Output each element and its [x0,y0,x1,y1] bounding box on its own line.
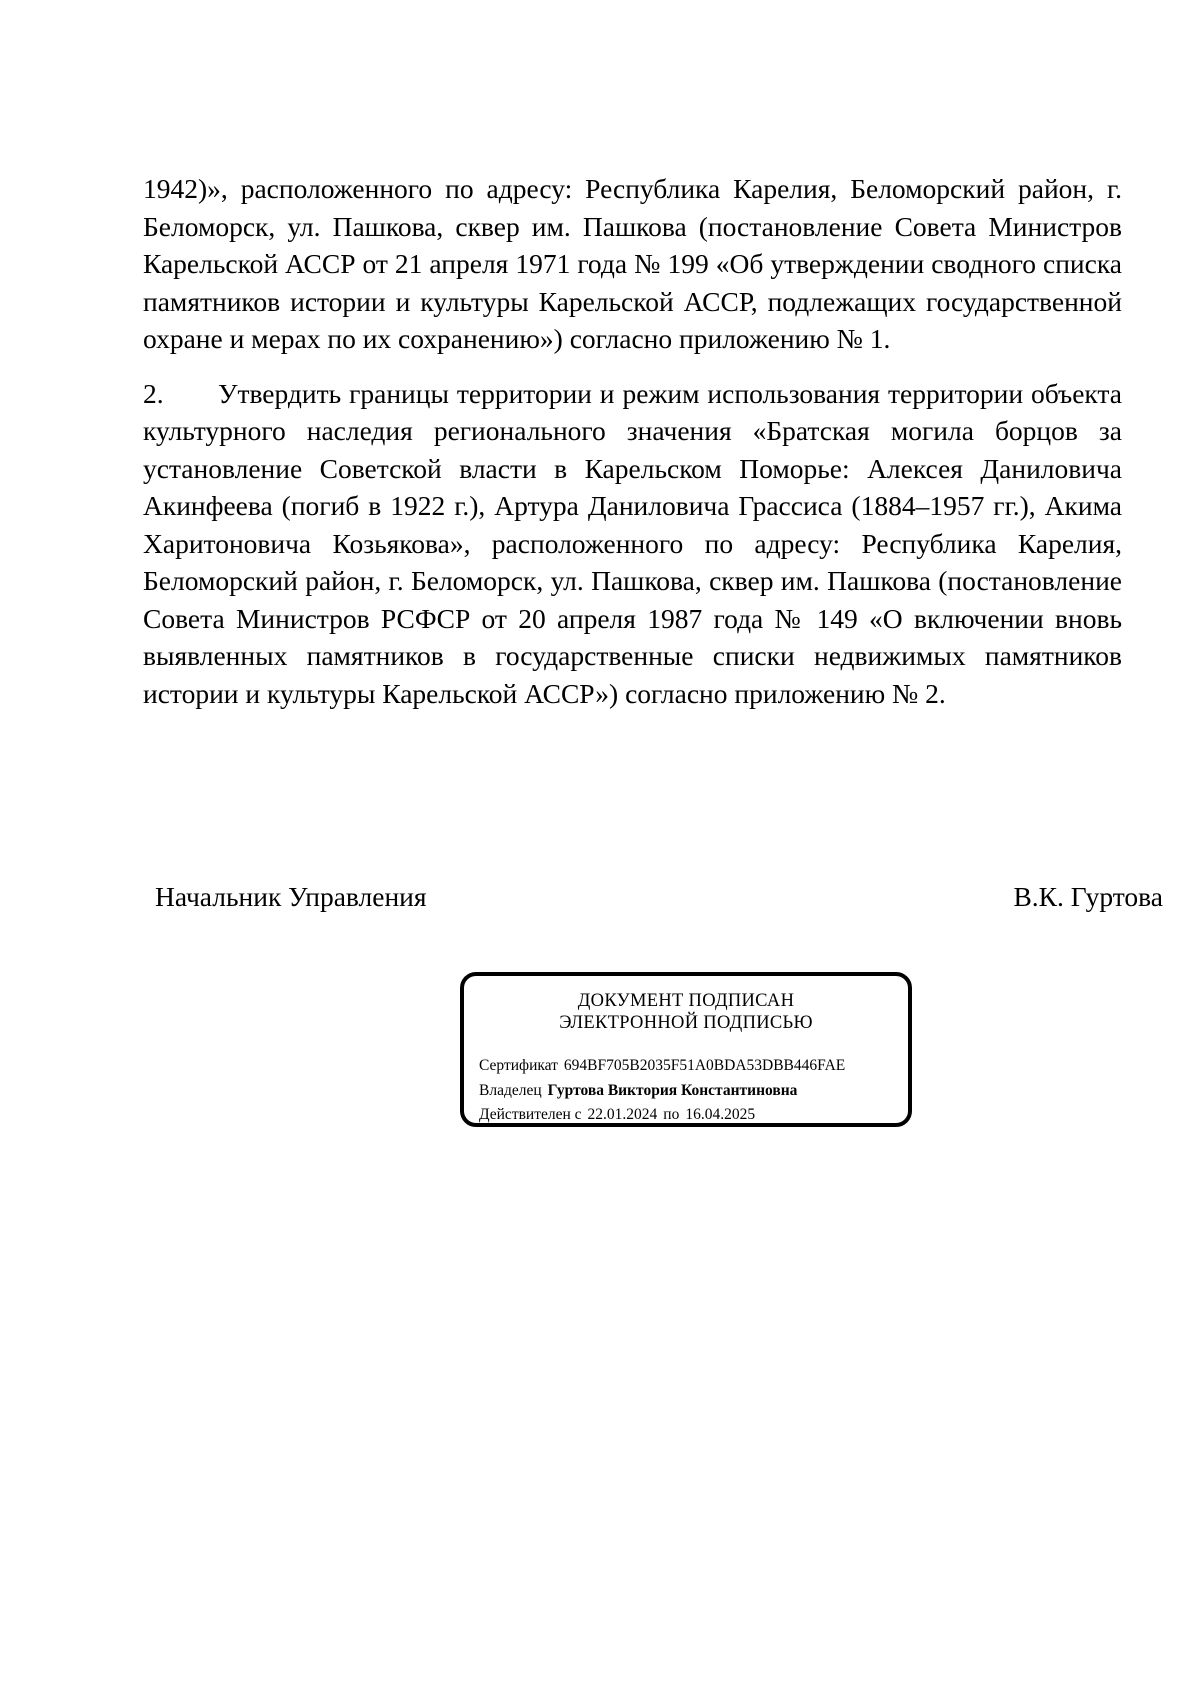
stamp-details [479,1054,845,1128]
paragraph-number: 2. [143,377,164,409]
owner-value: Гуртова Виктория Константиновна [547,1081,798,1099]
certificate-value: 694BF705B2035F51A0BDA53DBB446FAE [563,1057,846,1074]
document-body [143,170,1122,712]
signatory-name: В.К. Гуртова [1013,881,1163,912]
stamp-validity [479,1103,845,1128]
paragraph-continuation: 1942)», расположенного по адресу: Республика Карелия, Беломорский район, г. Беломорск, ул. Пашкова, сквер им. Пашкова (постановление Совета Министров Карельской АССР от 21 апреля 1971 года № 199 «Об утверждении сводного списка памятников истории и культуры Карельской АССР, подлежащих государственной охране и мерах по их сохранению») согласно приложению № 1. [143,173,1122,354]
valid-to-label: по [663,1106,680,1123]
stamp-title-line-1: ДОКУМЕНТ ПОДПИСАН [577,991,795,1011]
valid-to-date: 16.04.2025 [685,1106,756,1123]
valid-from-label: Действителен с [479,1106,582,1123]
stamp-owner [479,1079,845,1104]
signatory-position: Начальник Управления [155,881,427,912]
paragraph-item-2 [143,375,1122,713]
owner-label: Владелец [479,1081,542,1099]
valid-from-date: 22.01.2024 [587,1106,658,1123]
certificate-label: Сертификат [479,1057,558,1074]
paragraph-text: Утвердить границы территории и режим использования территории объекта культурного наследия регионального значения «Братская могила борцов за установление Советской власти в Карельском Поморье: Алексея Даниловича Акинфеева (погиб в 1922 г.), Артура Даниловича Грассиса (1884–1957 гг.), Акима Харитоновича Козьякова», расположенного по адресу: Республика Карелия, Беломорский район, г. Беломорск, ул. Пашкова, сквер им. Пашкова (постановление Совета Министров РСФСР от 20 апреля 1987 года № 149 «О включении вновь выявленных памятников в государственные списки недвижимых памятников истории и культуры Карельской АССР») согласно приложению № 2. [143,377,1122,709]
stamp-title-line-2: ЭЛЕКТРОННОЙ ПОДПИСЬЮ [559,1013,813,1033]
stamp-certificate [479,1054,845,1079]
electronic-signature-stamp [460,972,912,1127]
stamp-title [464,990,908,1034]
